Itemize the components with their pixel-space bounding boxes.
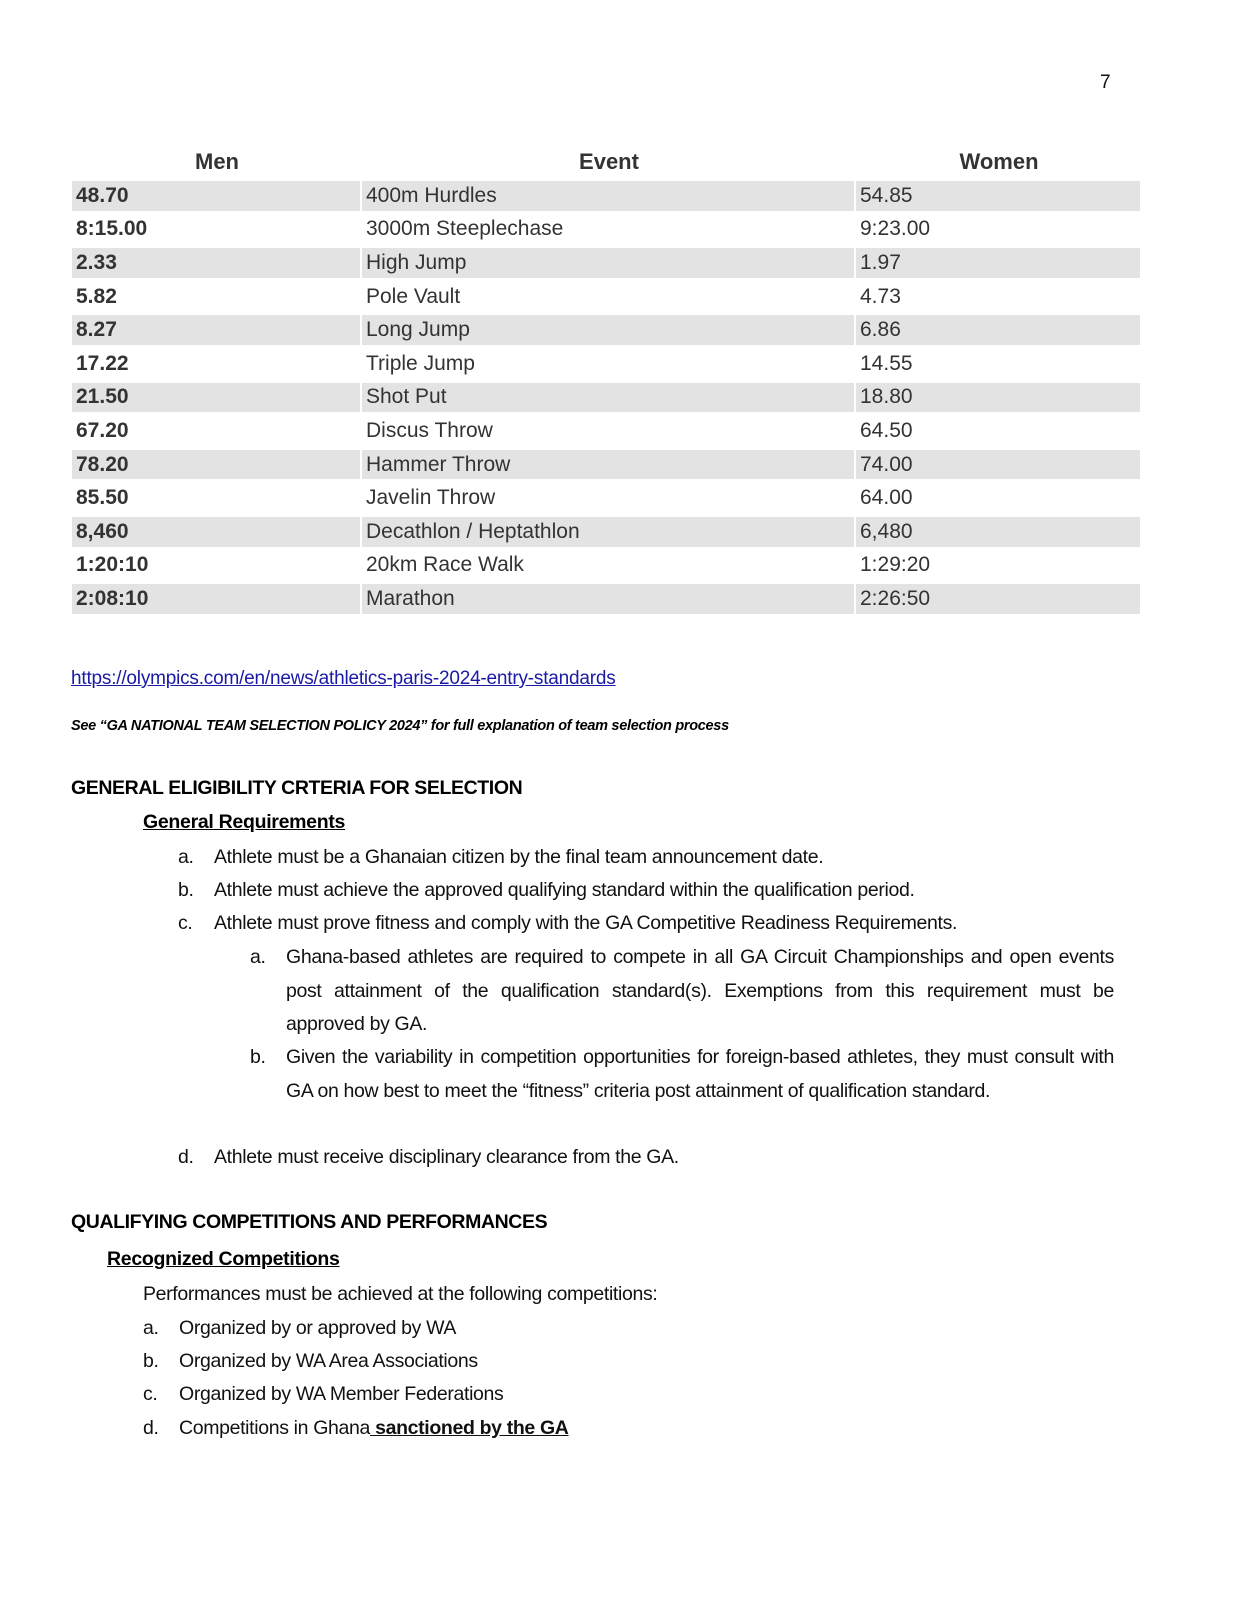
table-row (72, 246, 1142, 280)
competition-item-b (143, 1345, 1043, 1379)
list-marker: a. (250, 946, 266, 968)
cell-men: 48.70 (72, 181, 360, 211)
cell-women: 18.80 (856, 383, 1140, 413)
cell-women: 1:29:20 (860, 553, 931, 577)
cell-women: 6,480 (856, 517, 1140, 547)
list-marker: c. (178, 912, 193, 934)
general-requirements-subheading: General Requirements (143, 811, 346, 833)
list-marker: c. (143, 1383, 158, 1405)
cell-women: 9:23.00 (860, 217, 931, 241)
cell-event: Pole Vault (366, 284, 461, 308)
cell-men: 78.20 (72, 450, 360, 480)
column-header-women: Women (959, 149, 1039, 174)
requirement-subitem-b (250, 1041, 1114, 1108)
requirement-subitem-text: Ghana-based athletes are required to compete in all GA Circuit Championships and open events post attainment of the qualification standard(s). Exemptions from this requirement must be approved by GA. (286, 946, 1114, 1035)
table-row (72, 347, 1142, 381)
cell-event: Hammer Throw (362, 450, 854, 480)
column-header-men: Men (195, 149, 239, 174)
table-row (72, 313, 1142, 347)
list-marker: b. (178, 879, 194, 901)
list-marker: a. (143, 1317, 159, 1339)
cell-men: 17.22 (76, 351, 129, 375)
page-number: 7 (1100, 72, 1111, 93)
competition-text (143, 1412, 1043, 1446)
cell-women: 74.00 (856, 450, 1140, 480)
table-row (72, 280, 1142, 314)
list-marker: d. (143, 1417, 159, 1439)
cell-event: 400m Hurdles (362, 181, 854, 211)
qualifying-heading: QUALIFYING COMPETITIONS AND PERFORMANCES (71, 1211, 548, 1233)
table-row (72, 448, 1142, 482)
entry-standards-table (72, 145, 1142, 616)
cell-event: Triple Jump (366, 351, 475, 375)
cell-women: 14.55 (860, 351, 913, 375)
cell-event: Javelin Throw (366, 486, 496, 510)
column-header-event: Event (579, 149, 639, 174)
cell-women: 2:26:50 (856, 584, 1140, 614)
cell-event: 20km Race Walk (366, 553, 524, 577)
selection-policy-note: See “GA NATIONAL TEAM SELECTION POLICY 2024” for full explanation of team selection process (71, 718, 729, 734)
cell-women: 4.73 (860, 284, 901, 308)
sanctioned-emphasis: sanctioned by the GA (370, 1417, 569, 1439)
cell-men: 5.82 (76, 284, 117, 308)
cell-event: 3000m Steeplechase (366, 217, 564, 241)
list-marker: b. (250, 1046, 266, 1068)
requirement-text: Athlete must be a Ghanaian citizen by the final team announcement date. (214, 846, 824, 868)
requirement-item-b (178, 874, 1118, 908)
cell-men: 67.20 (76, 418, 129, 442)
table-row (72, 414, 1142, 448)
requirement-text: Athlete must achieve the approved qualifying standard within the qualification period. (214, 879, 915, 901)
qualifying-intro: Performances must be achieved at the following competitions: (143, 1283, 658, 1305)
cell-men: 21.50 (72, 383, 360, 413)
cell-men: 8:15.00 (76, 217, 148, 241)
requirement-text: Athlete must receive disciplinary clearance from the GA. (214, 1146, 679, 1168)
table-header-row (72, 145, 1142, 179)
cell-event: Decathlon / Heptathlon (362, 517, 854, 547)
cell-women: 64.00 (860, 486, 913, 510)
table-row (72, 179, 1142, 213)
table-row (72, 582, 1142, 616)
cell-event: Marathon (362, 584, 854, 614)
source-link[interactable]: https://olympics.com/en/news/athletics-paris-2024-entry-standards (71, 668, 616, 689)
competition-item-a (143, 1312, 1043, 1346)
requirement-item-a (178, 841, 1118, 875)
competition-text: Organized by WA Member Federations (179, 1383, 504, 1405)
competition-item-d (143, 1412, 1043, 1446)
table-row (72, 213, 1142, 247)
table-row (72, 515, 1142, 549)
list-marker: d. (178, 1146, 194, 1168)
competition-text: Organized by WA Area Associations (179, 1350, 478, 1372)
cell-men: 8.27 (72, 315, 360, 345)
cell-event: Shot Put (362, 383, 854, 413)
recognized-competitions-subheading: Recognized Competitions (107, 1248, 340, 1270)
table-row (72, 481, 1142, 515)
requirement-subitem-a (250, 941, 1114, 1042)
cell-event: Long Jump (362, 315, 854, 345)
requirement-item-d (178, 1141, 1118, 1175)
competition-item-c (143, 1378, 1043, 1412)
requirement-item-c (178, 907, 1118, 941)
table-row (72, 549, 1142, 583)
cell-men: 1:20:10 (76, 553, 149, 577)
cell-men: 2:08:10 (72, 584, 360, 614)
list-marker: b. (143, 1350, 159, 1372)
requirement-text: Athlete must prove fitness and comply with the GA Competitive Readiness Requirements. (214, 912, 958, 934)
cell-men: 8,460 (72, 517, 360, 547)
cell-women: 64.50 (860, 418, 913, 442)
competition-text-plain: Competitions in Ghana (179, 1417, 371, 1439)
eligibility-heading: GENERAL ELIGIBILITY CRTERIA FOR SELECTION (71, 777, 523, 799)
cell-women: 1.97 (856, 248, 1140, 278)
requirement-subitem-text: Given the variability in competition opportunities for foreign-based athletes, they must consult with GA on how best to meet the “fitness” criteria post attainment of qualification standard. (286, 1046, 1114, 1102)
competition-text: Organized by or approved by WA (179, 1317, 457, 1339)
list-marker: a. (178, 846, 194, 868)
table-row (72, 381, 1142, 415)
cell-men: 85.50 (76, 486, 129, 510)
cell-women: 6.86 (856, 315, 1140, 345)
cell-event: Discus Throw (366, 418, 493, 442)
cell-event: High Jump (362, 248, 854, 278)
cell-women: 54.85 (856, 181, 1140, 211)
cell-men: 2.33 (72, 248, 360, 278)
